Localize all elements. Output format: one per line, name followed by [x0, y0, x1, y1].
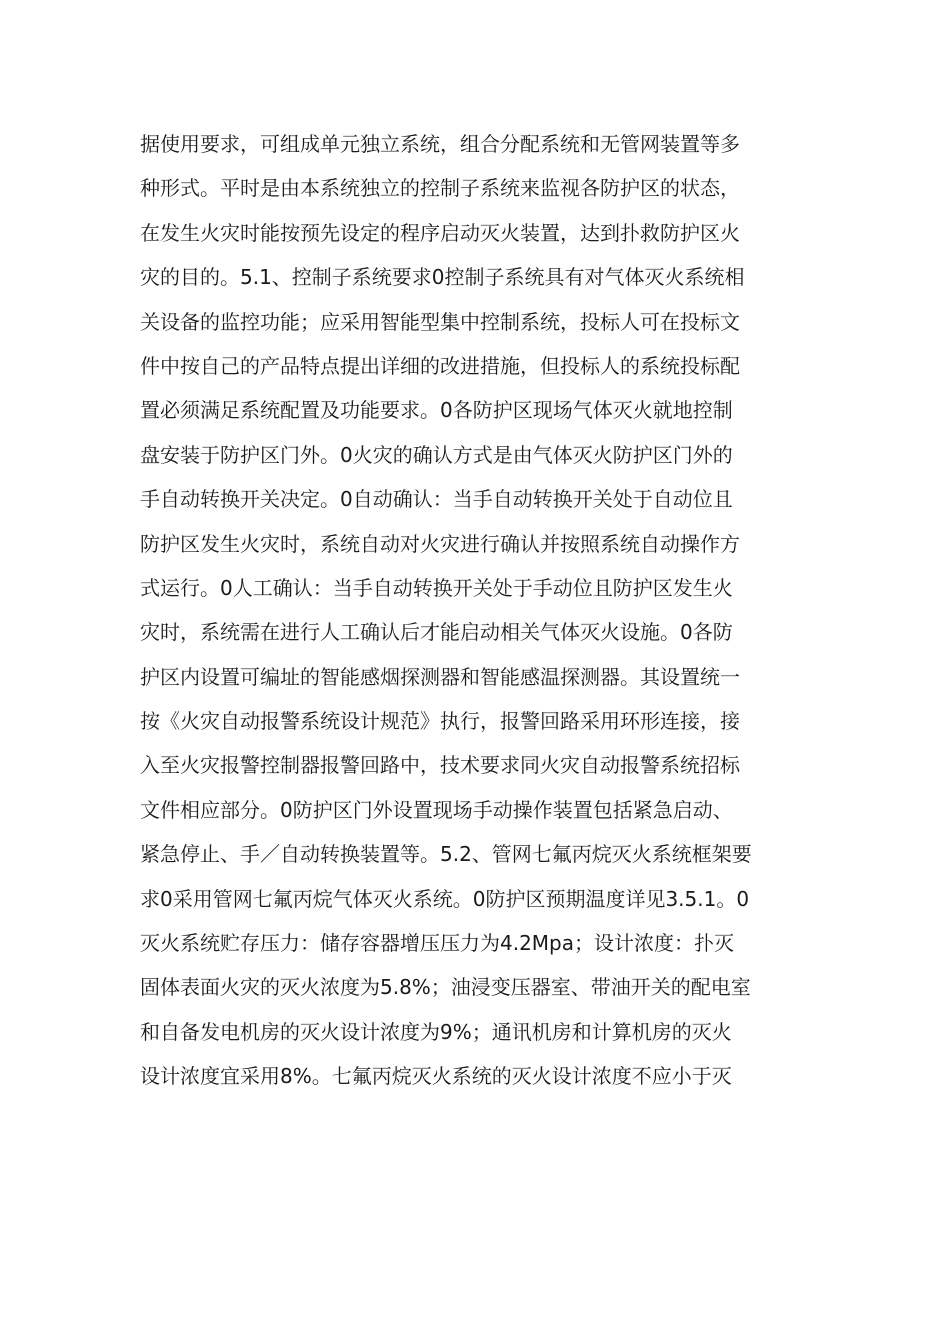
text-line: 灾的目的。5.1、控制子系统要求0控制子系统具有对气体灭火系统相	[140, 265, 745, 290]
text-line: 手自动转换开关决定。0自动确认：当手自动转换开关处于自动位且	[140, 487, 733, 512]
text-line: 固体表面火灾的灭火浓度为5.8%；油浸变压器室、带油开关的配电室	[140, 975, 751, 1000]
text-line: 和自备发电机房的灭火设计浓度为9%；通讯机房和计算机房的灭火	[140, 1019, 732, 1044]
text-line: 入至火灾报警控制器报警回路中，技术要求同火灾自动报警系统招标	[140, 753, 740, 778]
text-line: 紧急停止、手／自动转换装置等。5.2、管网七氟丙烷灭火系统框架要	[140, 842, 752, 867]
text-line: 求0采用管网七氟丙烷气体灭火系统。0防护区预期温度详见3.5.1。0	[140, 886, 750, 911]
body-paragraph	[140, 122, 830, 1099]
text-line: 据使用要求，可组成单元独立系统，组合分配系统和无管网装置等多	[140, 132, 740, 156]
text-line: 文件相应部分。0防护区门外设置现场手动操作装置包括紧急启动、	[140, 797, 733, 822]
text-line: 灾时，系统需在进行人工确认后才能启动相关气体灭火设施。0各防	[140, 620, 733, 645]
text-line: 按《火灾自动报警系统设计规范》执行，报警回路采用环形连接，接	[140, 709, 740, 734]
text-line: 在发生火灾时能按预先设定的程序启动灭火装置，达到扑救防护区火	[140, 220, 740, 245]
text-line: 式运行。0人工确认：当手自动转换开关处于手动位且防护区发生火	[140, 575, 733, 600]
text-line: 件中按自己的产品特点提出详细的改进措施，但投标人的系统投标配	[140, 353, 740, 378]
text-line: 关设备的监控功能；应采用智能型集中控制系统，投标人可在投标文	[140, 309, 740, 334]
text-line: 盘安装于防护区门外。0火灾的确认方式是由气体灭火防护区门外的	[140, 442, 733, 467]
text-line: 种形式。平时是由本系统独立的控制子系统来监视各防护区的状态，	[140, 176, 740, 201]
text-line: 灭火系统贮存压力：储存容器增压压力为4.2Mpa；设计浓度：扑灭	[140, 931, 735, 956]
text-line: 护区内设置可编址的智能感烟探测器和智能感温探测器。其设置统一	[140, 664, 740, 689]
text-line: 设计浓度宜采用8%。七氟丙烷灭火系统的灭火设计浓度不应小于灭	[140, 1064, 732, 1089]
text-line: 防护区发生火灾时，系统自动对火灾进行确认并按照系统自动操作方	[140, 531, 740, 556]
text-line: 置必须满足系统配置及功能要求。0各防护区现场气体灭火就地控制	[140, 398, 733, 423]
